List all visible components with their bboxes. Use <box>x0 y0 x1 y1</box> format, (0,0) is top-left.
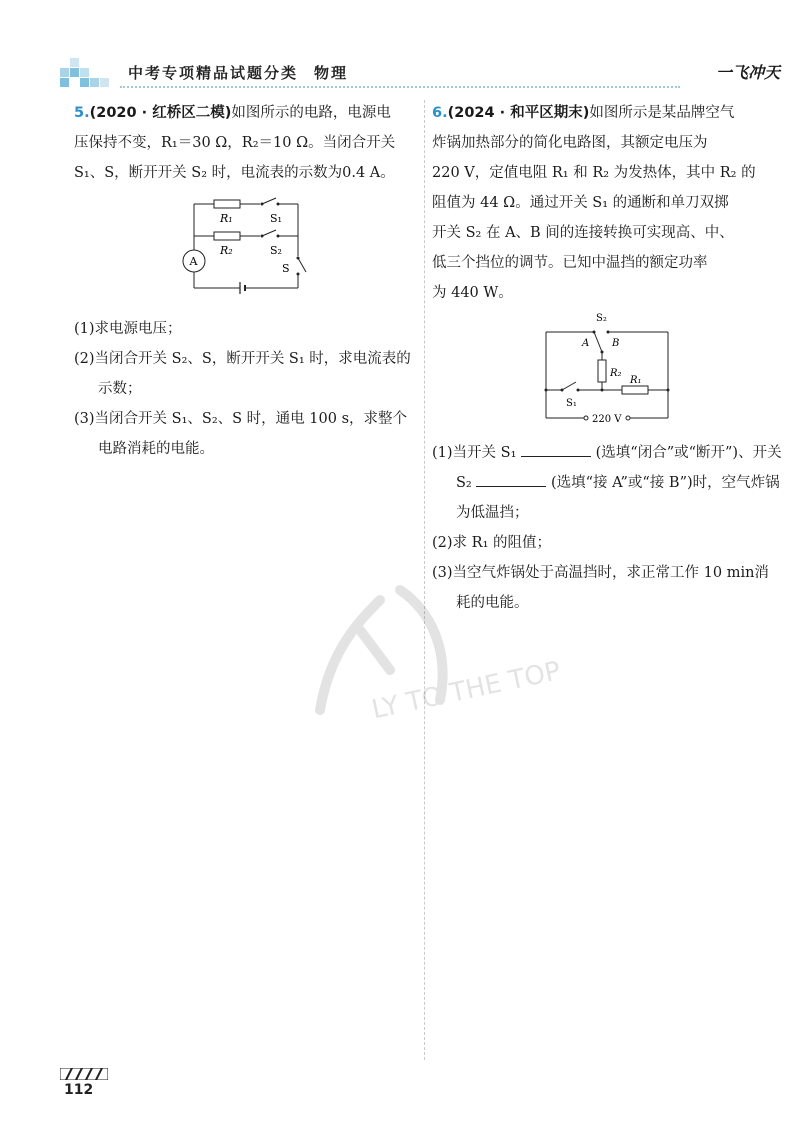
q6-line-6: 低三个挡位的调节。已知中温挡的额定功率 <box>432 255 708 271</box>
q5-label-ammeter: A <box>189 255 198 268</box>
header-dotted-rule <box>120 86 680 88</box>
q5-label-r1: R₁ <box>220 212 233 225</box>
q6-part-1: (1)当开关 S₁ (选填“闭合”或“断开”)、开关 S₂ (选填“接 A”或“接 B”)时，空气炸锅为低温挡； <box>432 438 782 528</box>
q6-label-s1: S₁ <box>566 398 577 409</box>
q6-source: (2024 · 和平区期末) <box>447 105 590 121</box>
question-6 <box>432 98 782 618</box>
q6-part-3: (3)当空气炸锅处于高温挡时，求正常工作 10 min消耗的电能。 <box>432 565 769 611</box>
header-title: 中考专项精品试题分类 物理 <box>128 64 349 82</box>
q6-line-5: 开关 S₂ 在 A、B 间的连接转换可实现高、中、 <box>432 225 734 241</box>
watermark-text: LY TO THE TOP <box>369 656 564 726</box>
q5-label-s: S <box>282 262 290 275</box>
footer-stripes-icon <box>60 1068 108 1080</box>
q6-part-1-blank-1[interactable] <box>521 440 591 457</box>
q6-line-2: 炸锅加热部分的简化电路图，其额定电压为 <box>432 135 708 151</box>
q6-number: 6. <box>432 105 448 121</box>
q5-number: 5. <box>74 105 90 121</box>
q6-line-1: 6.(2024 · 和平区期末)如图所示是某品牌空气 <box>432 105 735 121</box>
q5-label-r2: R₂ <box>220 244 233 257</box>
page-footer <box>60 1068 108 1104</box>
q5-label-s1: S₁ <box>270 212 282 225</box>
q5-label-s2: S₂ <box>270 244 282 257</box>
header-brand: 一飞冲天 <box>715 63 780 82</box>
question-5 <box>74 98 414 464</box>
q6-label-a: A <box>582 338 590 349</box>
q5-part-2: (2)当闭合开关 S₂、S，断开开关 S₁ 时，求电流表的示数； <box>74 351 411 397</box>
q6-part-1-blank-2[interactable] <box>476 470 546 487</box>
q6-label-s2: S₂ <box>596 313 607 324</box>
page-number: 112 <box>64 1082 94 1098</box>
q5-part-1: (1)求电源电压； <box>74 321 182 337</box>
page-header <box>60 54 780 90</box>
q6-label-b: B <box>612 338 620 349</box>
q5-line-1: 5.(2020 · 红桥区二模)如图所示的电路，电源电 <box>74 105 391 121</box>
header-decoration-squares <box>60 58 116 88</box>
brand-watermark <box>300 560 620 740</box>
q6-line-3: 220 V，定值电阻 R₁ 和 R₂ 为发热体，其中 R₂ 的 <box>432 165 756 181</box>
q6-label-r1: R₁ <box>630 375 642 386</box>
q6-label-voltage: 220 V <box>592 414 622 425</box>
q6-line-4: 阻值为 44 Ω。通过开关 S₁ 的通断和单刀双掷 <box>432 195 729 211</box>
q5-line-3: S₁、S，断开开关 S₂ 时，电流表的示数为0.4 A。 <box>74 165 395 181</box>
q6-line-7: 为 440 W。 <box>432 285 513 301</box>
header-subject: 物理 <box>314 64 349 82</box>
q6-part-2: (2)求 R₁ 的阻值； <box>432 535 551 551</box>
q5-source: (2020 · 红桥区二模) <box>89 105 232 121</box>
q5-circuit-diagram <box>174 192 314 302</box>
q5-part-3: (3)当闭合开关 S₁、S₂、S 时，通电 100 s，求整个电路消耗的电能。 <box>74 411 408 457</box>
q6-circuit-diagram <box>532 312 682 432</box>
q6-label-r2: R₂ <box>610 368 622 379</box>
q5-line-2: 压保持不变，R₁＝30 Ω，R₂＝10 Ω。当闭合开关 <box>74 135 396 151</box>
